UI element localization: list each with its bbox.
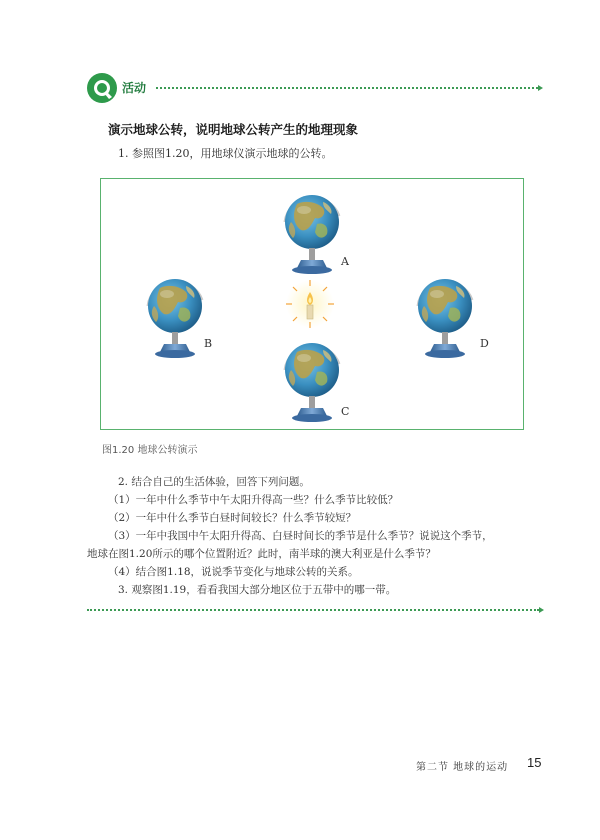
question-4: （4）结合图1.18，说说季节变化与地球公转的关系。 [108,566,359,578]
globe-d-image [410,270,480,362]
chevron-right-icon [539,607,544,613]
chevron-right-icon [538,85,543,91]
header-divider [156,87,538,89]
question-3-line-2: 地球在图1.20所示的哪个位置附近？此时，南半球的澳大利亚是什么季节？ [87,548,436,560]
question-3-line-1: （3）一年中我国中午太阳升得高、白昼时间长的季节是什么季节？说说这个季节， [108,530,493,542]
step-1-text: 1. 参照图1.20，用地球仪演示地球的公转。 [118,147,333,160]
label-d: D [480,337,489,350]
globe-a-image [277,186,347,278]
candle-light-icon [283,277,337,331]
step-3-text: 3. 观察图1.19，看看我国大部分地区位于五带中的哪一带。 [118,584,397,596]
page-number: 15 [527,755,542,770]
figure-caption: 图1.20 地球公转演示 [102,445,198,456]
activity-header [86,72,544,104]
running-footer: 第二节 地球的运动 [416,762,509,773]
globe-b-image [140,270,213,362]
footer-divider [87,609,539,611]
label-c: C [341,405,350,418]
question-intro: 2. 结合自己的生活体验，回答下列问题。 [118,476,310,488]
label-b: B [204,337,213,350]
label-a: A [341,255,349,268]
activity-title: 活动 [122,81,147,95]
question-2: （2）一年中什么季节白昼时间较长？什么季节较短？ [108,512,357,524]
section-title: 演示地球公转，说明地球公转产生的地理现象 [108,122,359,137]
globe-c-image [277,334,350,426]
question-1: （1）一年中什么季节中午太阳升得高一些？什么季节比较低？ [108,494,399,506]
activity-icon [86,72,118,104]
